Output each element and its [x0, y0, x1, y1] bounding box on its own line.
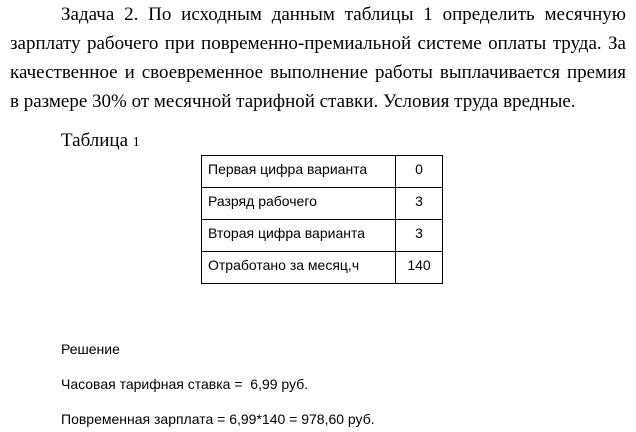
table-row — [202, 220, 443, 252]
task-statement: Задача 2. По исходным данным таблицы 1 определить месячную зарплату рабочего при повременно-премиальной системе оплаты труда. За качественное и своевременное выполнение работы выплачивается премия в размере 30% от месячной тарифной ставки. Условия труда вредные. — [10, 4, 626, 112]
table-caption-number: 1 — [132, 135, 140, 150]
table-cell-label: Первая цифра варианта — [202, 156, 396, 188]
table-cell-value: 140 — [396, 252, 443, 284]
table-cell-label: Отработано за месяц,ч — [202, 252, 396, 284]
table-cell-value: 3 — [396, 220, 443, 252]
table-row — [202, 188, 443, 220]
table-cell-value: 0 — [396, 156, 443, 188]
table-row — [202, 252, 443, 284]
hourly-rate-line: Часовая тарифная ставка = 6,99 руб. — [61, 376, 309, 392]
time-wage-line: Повременная зарплата = 6,99*140 = 978,60 руб. — [61, 411, 375, 427]
table-caption — [61, 128, 140, 156]
parameters-table — [201, 155, 443, 284]
table-cell-value: 3 — [396, 188, 443, 220]
solution-heading: Решение — [61, 341, 120, 357]
table-caption-label: Таблица — [61, 130, 133, 151]
table-cell-label: Разряд рабочего — [202, 188, 396, 220]
table-row — [202, 156, 443, 188]
table-cell-label: Вторая цифра варианта — [202, 220, 396, 252]
